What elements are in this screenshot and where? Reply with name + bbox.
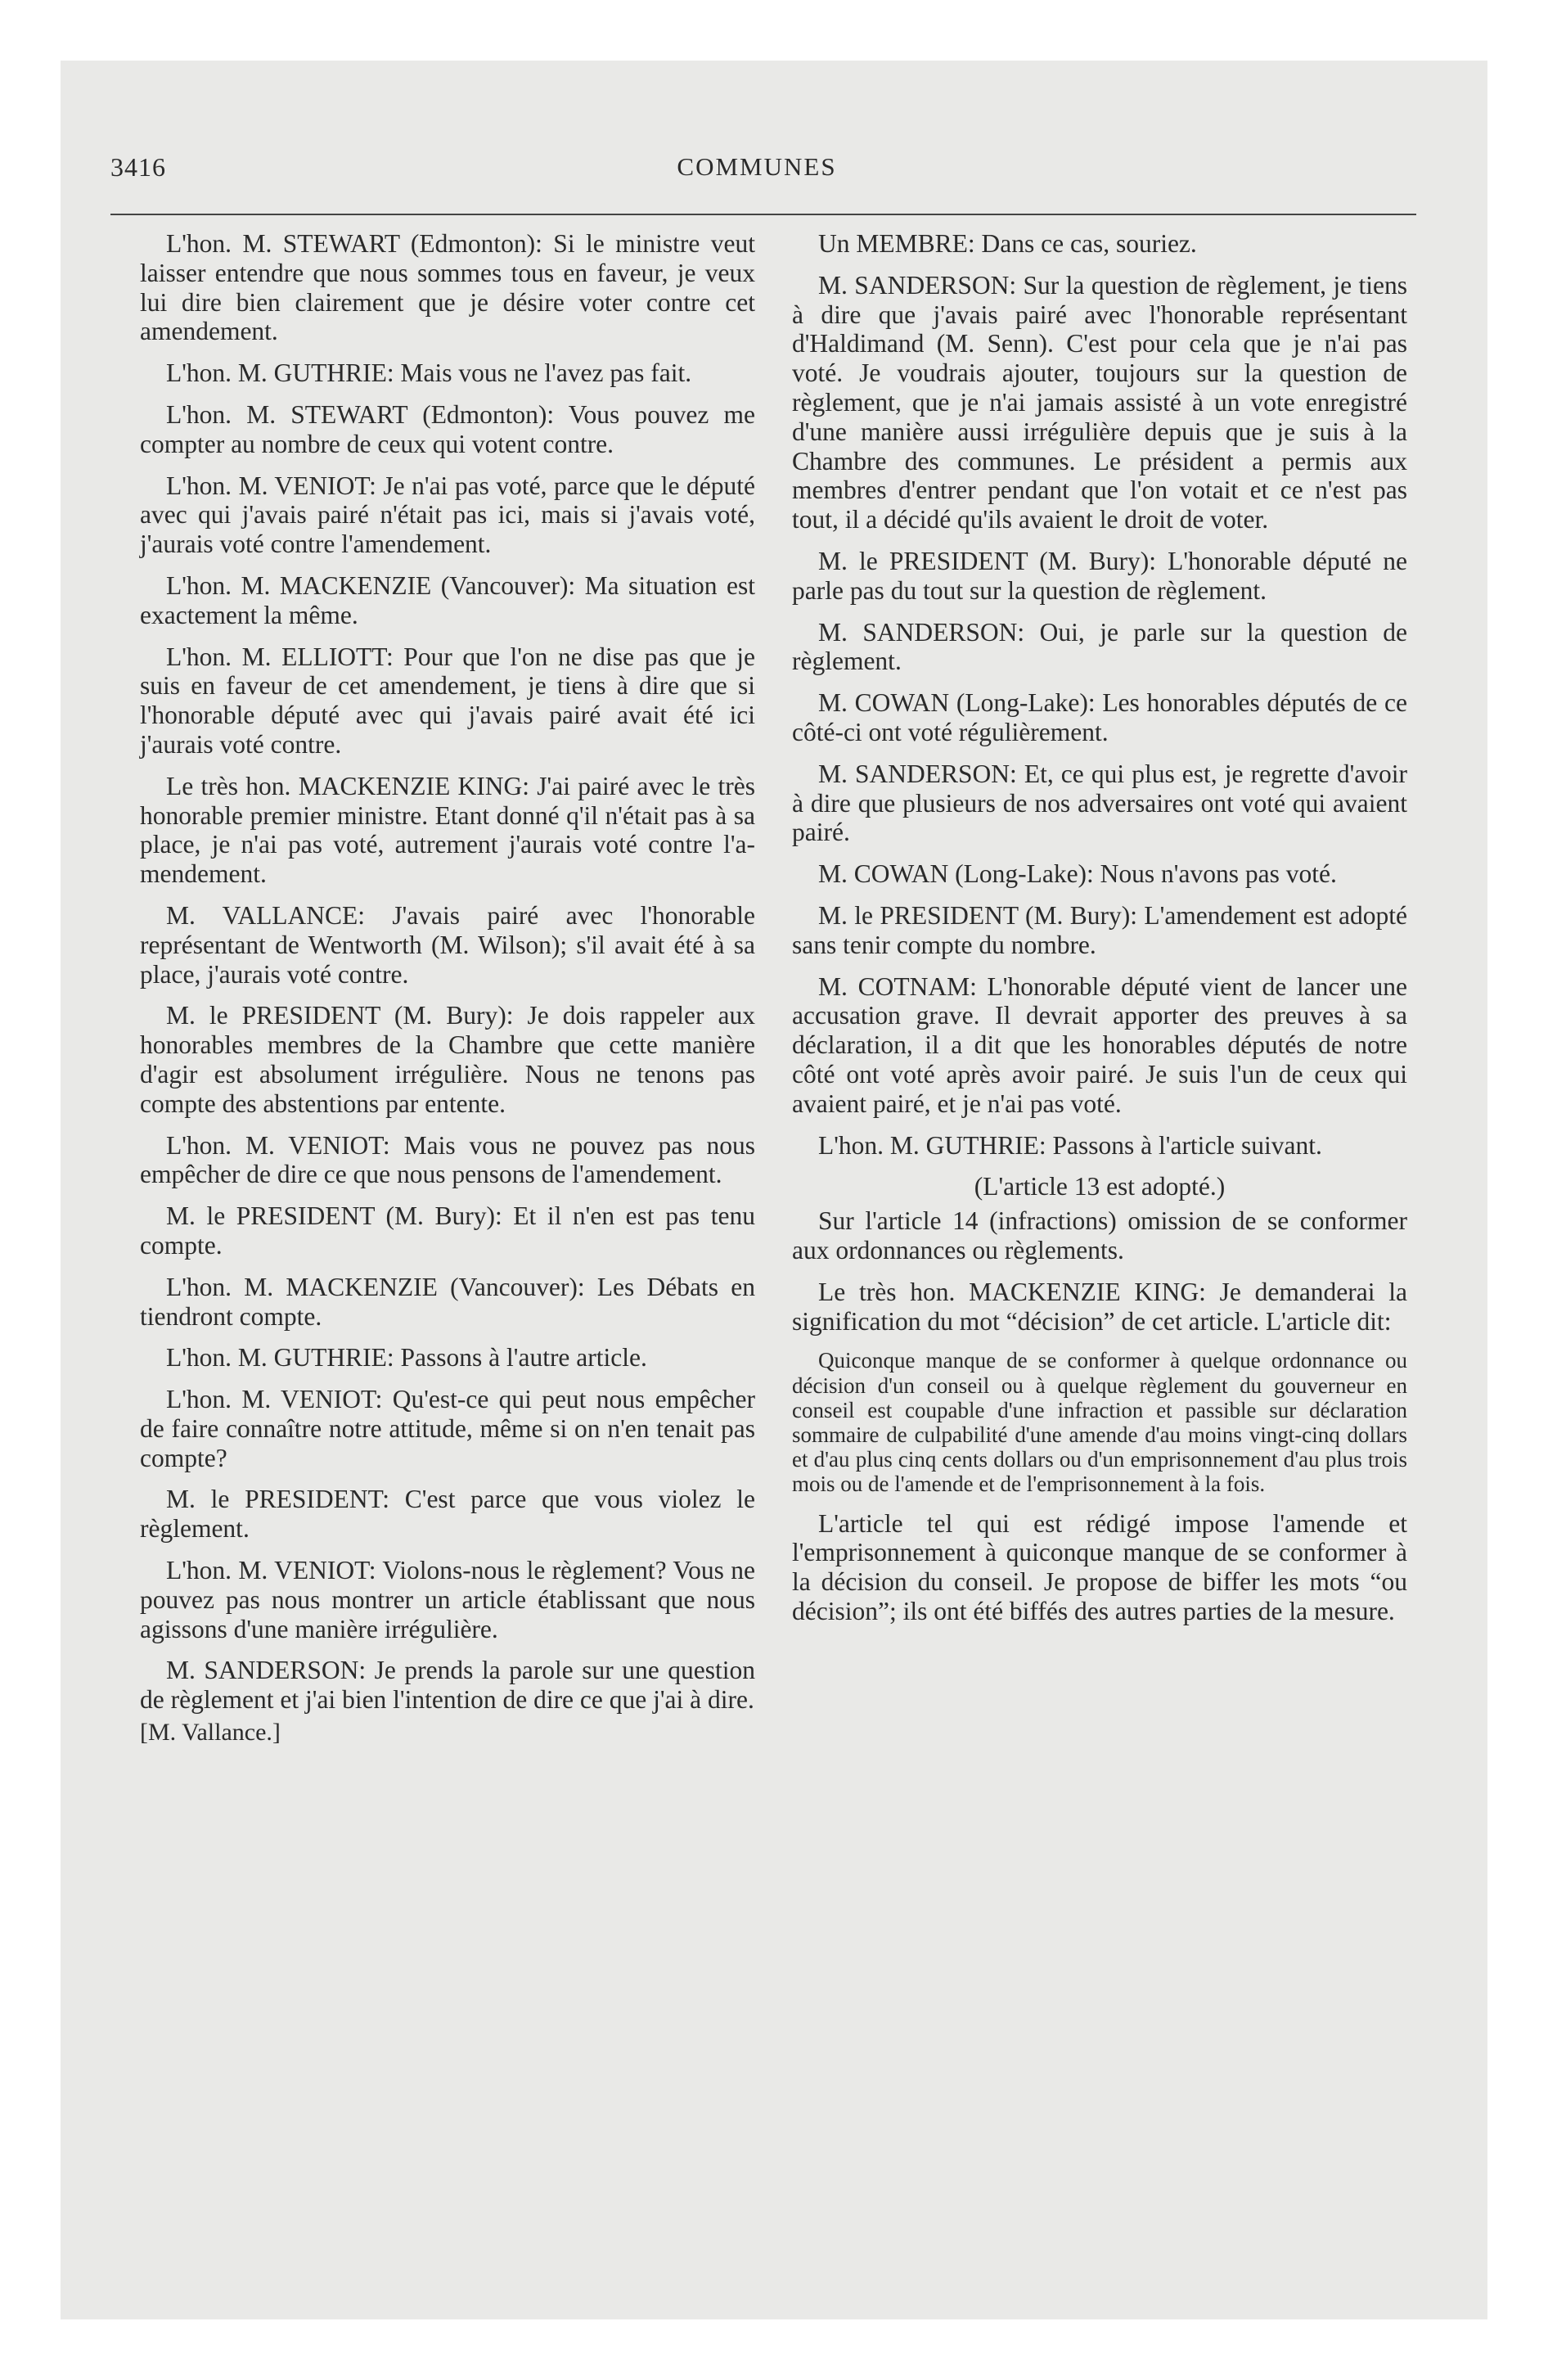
article-adopted-note: (L'article 13 est adopté.) [974,1172,1226,1201]
paragraph: L'hon. M. ELLIOTT: Pour que l'on ne dise pas que je suis en faveur de cet amendement, je tiens à dire que si l'honorable député avec qui j'avais pairé avait été ici j'aurais voté contre. [140,642,755,759]
quoted-article-text: Quiconque manque de se conformer à quelque ordonnance ou décision d'un conseil ou à quelque règlement du gouverneur en conseil est coupable d'une infraction et passible sur déclaration sommaire de culpabilité d'une amende d'au moins vingt-cinq dollars et d'au plus cinq cents dollars ou d'un emprisonnement d'au plus trois mois ou de l'amende et de l'emprisonnement à la fois. [792,1348,1407,1497]
right-column [792,229,1407,1639]
paragraph: M. le PRESIDENT (M. Bury): Et il n'en est pas tenu compte. [140,1201,755,1260]
paragraph: L'hon. M. GUTHRIE: Mais vous ne l'avez pas fait. [166,358,692,388]
paragraph: Le très hon. MACKENZIE KING: J'ai pairé avec le très honorable premier ministre. Etant donné q'il n'était pas à sa place, je n'ai pas voté, autrement j'aurais voté contre l'amendement. [140,771,755,889]
paragraph: M. COWAN (Long-Lake): Nous n'avons pas voté. [818,859,1337,889]
paragraph: L'hon. M. MACKENZIE (Vancouver): Les Débats en tiendront compte. [140,1272,755,1331]
paragraph: M. le PRESIDENT (M. Bury): L'honorable député ne parle pas du tout sur la question de règlement. [792,546,1407,605]
paragraph: Un MEMBRE: Dans ce cas, souriez. [818,229,1197,258]
paragraph: L'hon. M. STEWART (Edmonton): Vous pouvez me compter au nombre de ceux qui votent contre. [140,399,755,458]
paragraph: M. SANDERSON: Oui, je parle sur la question de règlement. [792,617,1407,676]
paragraph: L'hon. M. GUTHRIE: Passons à l'autre article. [166,1343,647,1373]
left-column [140,229,755,1760]
paragraph: L'article tel qui est rédigé impose l'amende et l'emprisonnement à quiconque manque de se conformer à la décision du conseil. Je propose de biffer les mots “ou décision”; ils ont été biffés des autres parties de la mesure. [792,1508,1407,1625]
paragraph: L'hon. M. STEWART (Edmonton): Si le ministre veut laisser entendre que nous sommes tous en faveur, je veux lui dire bien clairement que je désire voter contre cet amendement. [140,229,755,346]
paragraph: L'hon. M. VENIOT: Violons-nous le règlement? Vous ne pouvez pas nous montrer un article établissant que nous agissons d'une manière irrégulière. [140,1556,755,1643]
page-header [110,152,1403,201]
paragraph: L'hon. M. GUTHRIE: Passons à l'article suivant. [818,1130,1322,1160]
paragraph: M. SANDERSON: Sur la question de règlement, je tiens à dire que j'avais pairé avec l'honorable représentant d'Haldimand (M. Senn). C'est pour cela que je n'ai pas voté. Je voudrais ajouter, toujours sur la question de règlement, que je n'ai jamais assisté à un vote enregistré d'une manière aussi irrégulière depuis que je suis à la Chambre des communes. Le président a permis aux membres d'entrer pendant que l'on votait et ce n'est pas tout, il a décidé qu'ils avaient le droit de voter. [792,270,1407,534]
paragraph: M. le PRESIDENT (M. Bury): Je dois rappeler aux honorables membres de la Chambre que cette manière d'agir est absolument irrégulière. Nous ne tenons pas compte des abstentions par entente. [140,1001,755,1118]
speaker-signature: [M. Vallance.] [140,1719,281,1747]
paragraph: L'hon. M. VENIOT: Je n'ai pas voté, parce que le député avec qui j'avais pairé n'était pas ici, mais si j'avais voté, j'aurais voté contre l'amendement. [140,471,755,559]
article-heading: Sur l'article 14 (infractions) omission de se conformer aux ordonnances ou règlements. [792,1206,1407,1264]
paragraph: M. le PRESIDENT: C'est parce que vous violez le règlement. [140,1485,755,1544]
paragraph: L'hon. M. VENIOT: Qu'est-ce qui peut nous empêcher de faire connaître notre attitude, même si on n'en tenait pas compte? [140,1385,755,1472]
paragraph: M. VALLANCE: J'avais pairé avec l'honorable représentant de Wentworth (M. Wilson); s'il avait été à sa place, j'aurais voté contre. [140,900,755,989]
paragraph: M. COTNAM: L'honorable député vient de lancer une accusation grave. Il devrait apporter des preuves à sa déclaration, il a dit que les honorables députés de notre côté ont voté après avoir pairé. Je suis l'un de ceux qui avaient pairé, et je n'ai pas voté. [792,971,1407,1118]
running-head: COMMUNES [677,152,837,181]
paragraph: L'hon. M. MACKENZIE (Vancouver): Ma situation est exactement la même. [140,570,755,629]
paragraph: Le très hon. MACKENZIE KING: Je demanderai la signification du mot “décision” de cet article. L'article dit: [792,1277,1407,1336]
paragraph: L'hon. M. VENIOT: Mais vous ne pouvez pas nous empêcher de dire ce que nous pensons de l'amendement. [140,1130,755,1189]
paragraph: M. COWAN (Long-Lake): Les honorables députés de ce côté-ci ont voté régulièrement. [792,688,1407,746]
page-number: 3416 [110,152,166,182]
paragraph: M. le PRESIDENT (M. Bury): L'amendement est adopté sans tenir compte du nombre. [792,900,1407,959]
paragraph: M. SANDERSON: Et, ce qui plus est, je regrette d'avoir à dire que plusieurs de nos adversaires ont voté qui avaient pairé. [792,759,1407,847]
paragraph: M. SANDERSON: Je prends la parole sur une question de règlement et j'ai bien l'intention de dire ce que j'ai à dire. [140,1656,755,1715]
header-rule [110,214,1416,215]
